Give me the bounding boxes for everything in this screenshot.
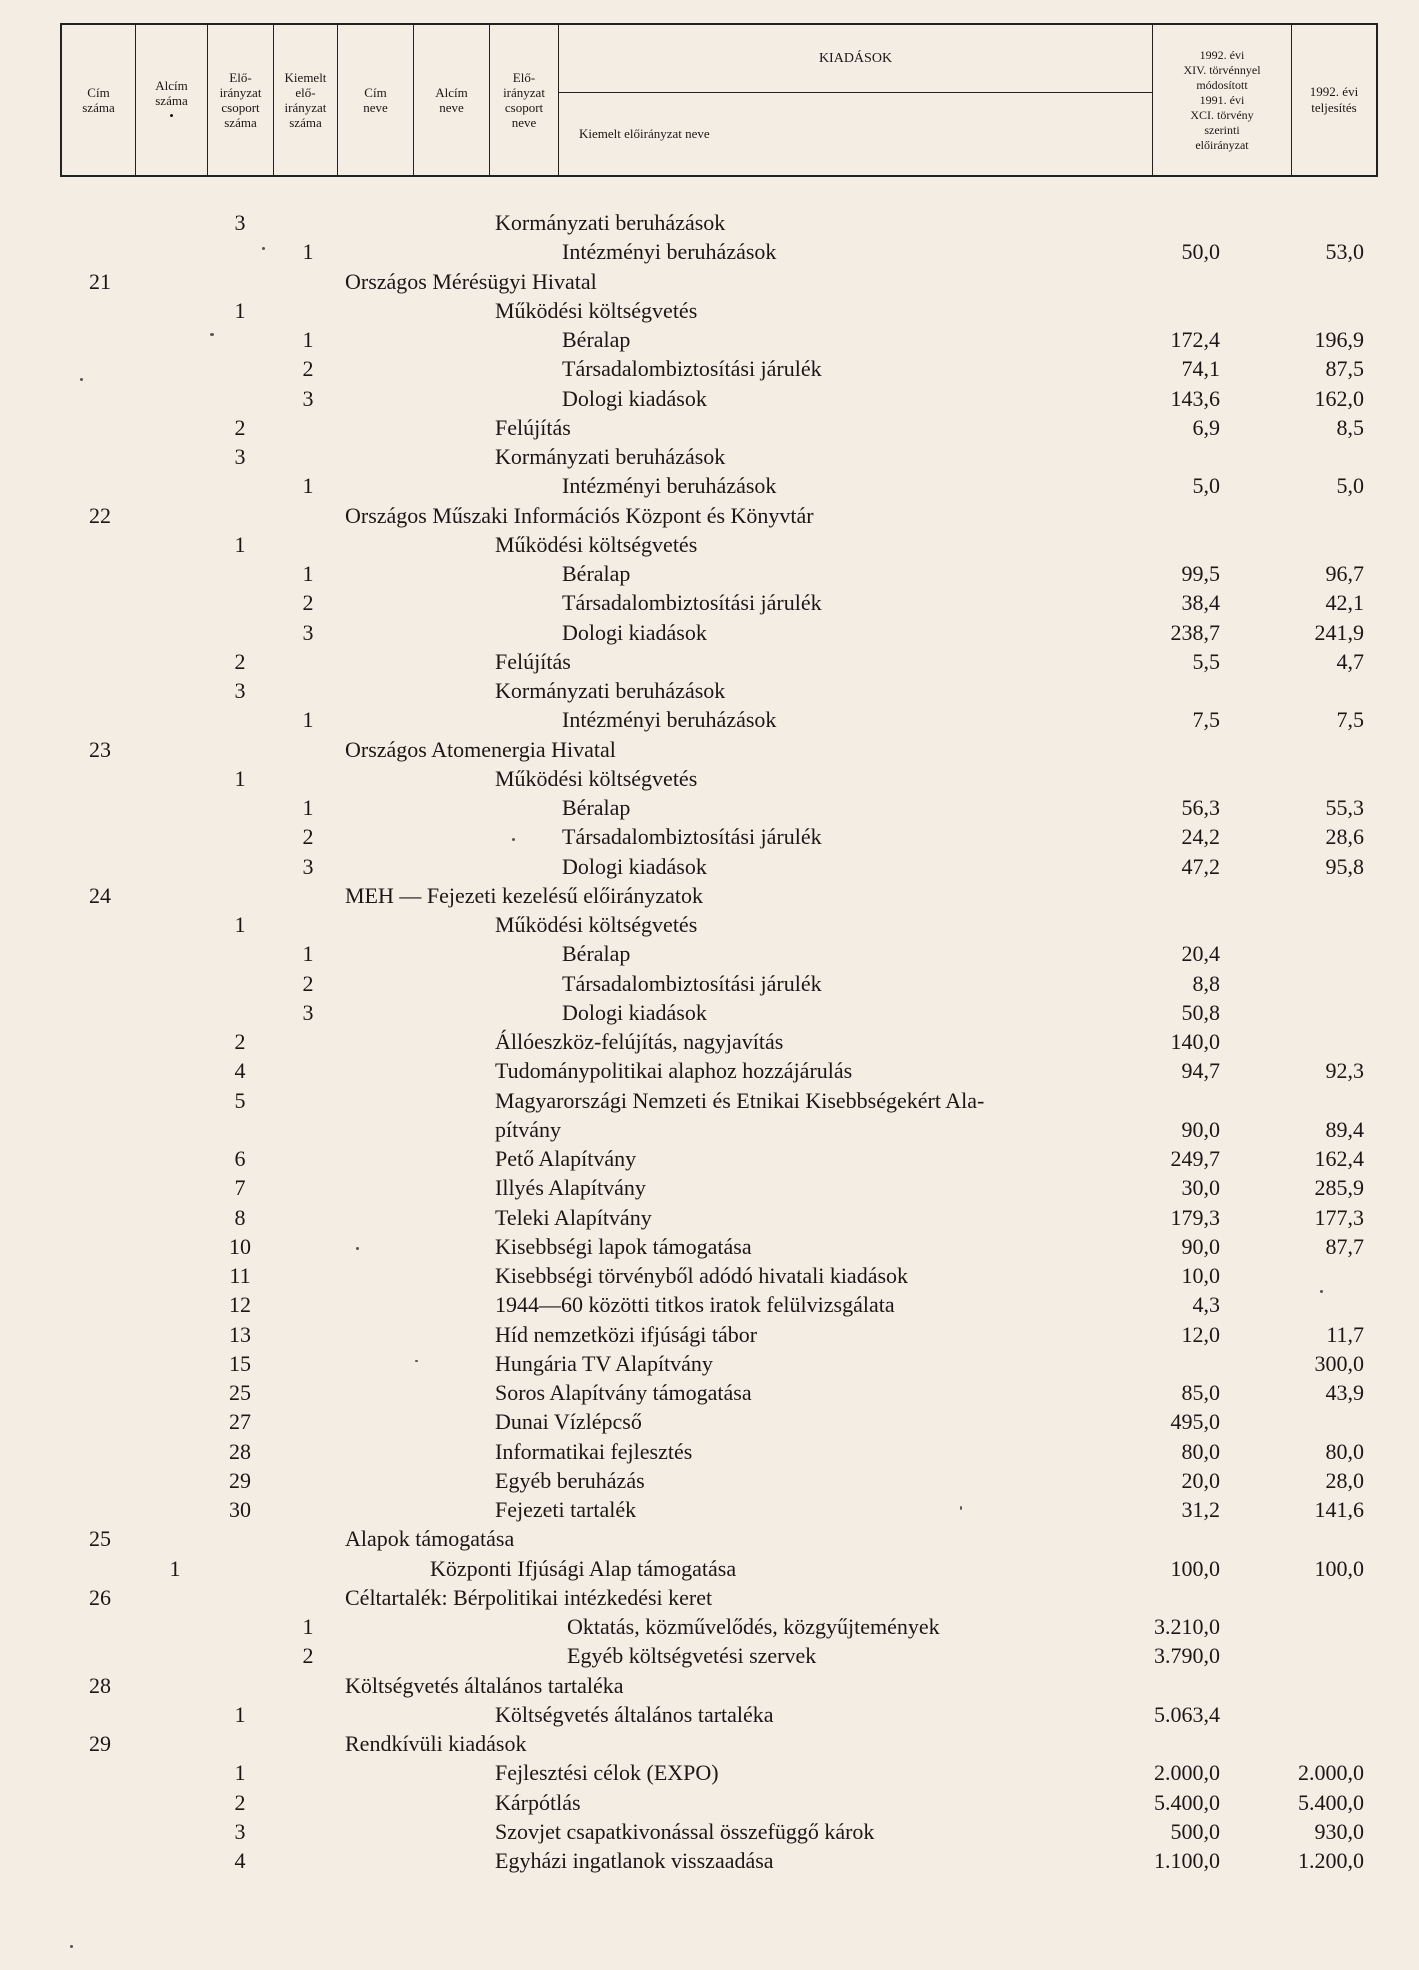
table-row [0,1203,1419,1232]
table-row [0,998,1419,1027]
table-row [0,1671,1419,1700]
item-name-cell: Kárpótlás [495,1789,581,1815]
item-name-cell: Illyés Alapítvány [495,1175,646,1201]
eloiranyzat-csoport-szama-cell: 1 [234,297,246,323]
table-row [0,1437,1419,1466]
header-alcim-neve: Alcím neve [414,25,490,175]
table-row [0,1144,1419,1173]
eloiranyzat-value-cell: 10,0 [1181,1263,1220,1288]
eloiranyzat-csoport-szama-cell: 29 [229,1467,251,1493]
teljesites-value-cell: 42,1 [1325,590,1364,616]
kiemelt-eloiranyzat-szama-cell: 1 [302,473,314,499]
eloiranyzat-value-cell: 31,2 [1181,1497,1220,1522]
item-name-cell: Teleki Alapítvány [495,1204,652,1230]
eloiranyzat-value-cell: 5.400,0 [1154,1789,1220,1815]
teljesites-value-cell: 4,7 [1336,648,1364,674]
table-row [0,471,1419,500]
item-name-cell: Társadalombiztosítási járulék [562,824,822,850]
eloiranyzat-csoport-szama-cell: 6 [234,1146,246,1171]
eloiranyzat-csoport-szama-cell: 2 [234,648,246,674]
table-row [0,969,1419,998]
eloiranyzat-csoport-szama-cell: 2 [234,414,246,440]
table-row [0,1700,1419,1729]
item-name-cell: Egyéb költségvetési szervek [567,1643,817,1669]
eloiranyzat-value-cell: 143,6 [1170,385,1220,411]
table-row [0,939,1419,968]
eloiranyzat-csoport-szama-cell: 1 [234,912,246,937]
table-row [0,881,1419,910]
table-row [0,413,1419,442]
item-name-cell: Informatikai fejlesztés [495,1438,693,1464]
item-name-cell: Dologi kiadások [562,385,707,411]
table-row [0,1027,1419,1056]
table-header [60,23,1378,177]
table-row [0,559,1419,588]
teljesites-value-cell: 87,7 [1325,1233,1364,1259]
table-row [0,530,1419,559]
item-name-cell: Költségvetés általános tartaléka [495,1701,774,1727]
eloiranyzat-value-cell: 5.063,4 [1154,1701,1220,1727]
kiemelt-eloiranyzat-szama-cell: 2 [302,824,314,850]
eloiranyzat-value-cell: 12,0 [1181,1321,1220,1347]
kiemelt-eloiranyzat-szama-cell: 1 [302,239,314,265]
header-kiadasok: KIADÁSOK [559,25,1152,93]
table-row [0,1349,1419,1378]
item-name-cell: Kormányzati beruházások [495,678,726,703]
item-name-cell: Soros Alapítvány támogatása [495,1380,752,1405]
header-cim-neve: Cím neve [338,25,414,175]
eloiranyzat-value-cell: 56,3 [1181,795,1220,820]
eloiranyzat-csoport-szama-cell: 4 [234,1058,246,1084]
teljesites-value-cell: 5,0 [1336,473,1364,499]
teljesites-value-cell: 141,6 [1314,1497,1364,1522]
eloiranyzat-csoport-szama-cell: 4 [234,1848,246,1873]
eloiranyzat-csoport-szama-cell: 1 [234,1760,246,1786]
item-name-cell: Felújítás [495,648,571,674]
teljesites-value-cell: 11,7 [1326,1321,1364,1347]
item-name-cell: Országos Mérésügyi Hivatal [345,268,597,294]
eloiranyzat-csoport-szama-cell: 1 [234,1701,246,1727]
table-row [0,384,1419,413]
eloiranyzat-value-cell: 24,2 [1181,824,1220,850]
eloiranyzat-value-cell: 3.790,0 [1154,1643,1220,1669]
eloiranyzat-csoport-szama-cell: 27 [229,1409,251,1435]
eloiranyzat-csoport-szama-cell: 15 [229,1350,251,1376]
teljesites-value-cell: 241,9 [1314,619,1364,645]
teljesites-value-cell: 5.400,0 [1298,1789,1364,1815]
eloiranyzat-value-cell: 4,3 [1192,1292,1220,1318]
eloiranyzat-value-cell: 20,4 [1181,941,1220,967]
table-row [0,1817,1419,1846]
item-name-cell: Intézményi beruházások [562,239,777,265]
cim-szama-cell: 24 [89,882,111,908]
eloiranyzat-csoport-szama-cell: 3 [234,678,246,703]
eloiranyzat-csoport-szama-cell: 3 [234,444,246,469]
teljesites-value-cell: 53,0 [1325,239,1364,265]
item-name-cell: Társadalombiztosítási járulék [562,356,822,382]
teljesites-value-cell: 300,0 [1314,1350,1364,1376]
item-name-cell: Oktatás, közművelődés, közgyűjtemények [567,1614,940,1639]
teljesites-value-cell: 7,5 [1336,707,1364,733]
table-row [0,296,1419,325]
item-name-cell: Híd nemzetközi ifjúsági tábor [495,1321,758,1347]
header-kiemelt-eloiranyzat-neve: Kiemelt előirányzat neve [579,126,710,141]
table-row [0,1232,1419,1261]
item-name-cell: Pető Alapítvány [495,1146,637,1171]
item-name-cell: Kisebbségi lapok támogatása [495,1233,752,1259]
table-row [0,1524,1419,1553]
teljesites-value-cell: 1.200,0 [1298,1848,1364,1873]
eloiranyzat-csoport-szama-cell: 10 [229,1233,251,1259]
teljesites-value-cell: 28,6 [1325,824,1364,850]
teljesites-value-cell: 43,9 [1325,1380,1364,1405]
item-name-cell: Alapok támogatása [345,1526,515,1552]
eloiranyzat-value-cell: 80,0 [1181,1438,1220,1464]
cim-szama-cell: 25 [89,1526,111,1552]
item-name-cell: 1944—60 közötti titkos iratok felülvizsgálata [495,1292,895,1318]
eloiranyzat-csoport-szama-cell: 13 [229,1321,251,1347]
eloiranyzat-csoport-szama-cell: 3 [234,1818,246,1844]
eloiranyzat-value-cell: 140,0 [1170,1029,1220,1054]
item-name-cell: Dologi kiadások [562,853,707,879]
item-name-cell: Működési költségvetés [495,912,698,937]
table-row [0,501,1419,530]
eloiranyzat-value-cell: 85,0 [1181,1380,1220,1405]
teljesites-value-cell: 162,0 [1314,385,1364,411]
eloiranyzat-value-cell: 47,2 [1181,853,1220,879]
cim-szama-cell: 23 [89,736,111,762]
teljesites-value-cell: 196,9 [1314,327,1364,352]
cim-szama-cell: 26 [89,1584,111,1610]
table-row [0,1173,1419,1202]
item-name-cell: Béralap [562,941,631,967]
eloiranyzat-csoport-szama-cell: 7 [234,1175,246,1201]
kiemelt-eloiranyzat-szama-cell: 1 [302,941,314,967]
item-name-cell: Céltartalék: Bérpolitikai intézkedési keret [345,1584,713,1610]
eloiranyzat-value-cell: 7,5 [1192,707,1220,733]
table-row [0,647,1419,676]
header-teljesites: 1992. évi teljesítés [1309,84,1359,115]
table-row [0,1290,1419,1319]
table-row [0,1495,1419,1524]
table-row [0,1378,1419,1407]
eloiranyzat-csoport-szama-cell: 25 [229,1380,251,1405]
item-name-cell: Kormányzati beruházások [495,210,726,235]
kiemelt-eloiranyzat-szama-cell: 2 [302,590,314,616]
table-row [0,1056,1419,1085]
item-name-cell: Dologi kiadások [562,619,707,645]
eloiranyzat-csoport-szama-cell: 2 [234,1029,246,1054]
eloiranyzat-value-cell: 99,5 [1181,561,1220,586]
alcim-szama-cell: 1 [169,1555,181,1581]
item-name-cell: Egyéb beruházás [495,1467,645,1493]
item-name-cell: Költségvetés általános tartaléka [345,1672,624,1698]
teljesites-value-cell: 80,0 [1325,1438,1364,1464]
teljesites-value-cell: 92,3 [1325,1058,1364,1084]
kiemelt-eloiranyzat-szama-cell: 1 [302,795,314,820]
kiemelt-eloiranyzat-szama-cell: 3 [302,999,314,1025]
eloiranyzat-value-cell: 50,0 [1181,239,1220,265]
table-row [0,325,1419,354]
table-row [0,1641,1419,1670]
item-name-cell: Tudománypolitikai alaphoz hozzájárulás [495,1058,853,1084]
table-row [0,354,1419,383]
table-row [0,764,1419,793]
eloiranyzat-value-cell: 8,8 [1192,970,1220,996]
item-name-cell: Szovjet csapatkivonással összefüggő károk [495,1818,875,1844]
eloiranyzat-csoport-szama-cell: 30 [229,1497,251,1522]
header-cim-szama: Cím száma [62,25,136,175]
table-row [0,1758,1419,1787]
header-eloiranyzat-csoport-neve: Elő- irányzat csoport neve [490,25,559,175]
teljesites-value-cell: 8,5 [1336,414,1364,440]
eloiranyzat-value-cell: 30,0 [1181,1175,1220,1201]
eloiranyzat-value-cell: 5,0 [1192,473,1220,499]
kiemelt-eloiranyzat-szama-cell: 2 [302,970,314,996]
table-row [0,910,1419,939]
item-name-cell: Fejlesztési célok (EXPO) [495,1760,719,1786]
kiemelt-eloiranyzat-szama-cell: 3 [302,853,314,879]
item-name-cell: Intézményi beruházások [562,473,777,499]
table-row [0,735,1419,764]
item-name-cell: Kisebbségi törvényből adódó hivatali kiadások [495,1263,909,1288]
cim-szama-cell: 28 [89,1672,111,1698]
item-name-cell: Állóeszköz-felújítás, nagyjavítás [495,1029,784,1054]
eloiranyzat-value-cell: 6,9 [1192,414,1220,440]
teljesites-value-cell: 95,8 [1325,853,1364,879]
table-row [0,1261,1419,1290]
table-row [0,793,1419,822]
kiemelt-eloiranyzat-szama-cell: 1 [302,707,314,733]
table-row [0,267,1419,296]
eloiranyzat-value-cell: 1.100,0 [1154,1848,1220,1873]
item-name-cell: Intézményi beruházások [562,707,777,733]
item-name-cell: Kormányzati beruházások [495,444,726,469]
teljesites-value-cell: 28,0 [1325,1467,1364,1493]
eloiranyzat-value-cell: 500,0 [1170,1818,1220,1844]
item-name-cell: MEH — Fejezeti kezelésű előirányzatok [345,882,703,908]
teljesites-value-cell: 89,4 [1325,1116,1364,1142]
header-eloiranyzat-csoport-szama: Elő- irányzat csoport száma [208,25,274,175]
item-name-cell: Magyarországi Nemzeti és Etnikai Kisebbségekért Ala- [495,1087,985,1113]
teljesites-value-cell: 177,3 [1314,1204,1364,1230]
item-name-cell: Működési költségvetés [495,531,698,557]
table-row [0,618,1419,647]
table-row [0,822,1419,851]
eloiranyzat-value-cell: 74,1 [1181,356,1220,382]
eloiranyzat-value-cell: 3.210,0 [1154,1614,1220,1639]
item-name-cell: Működési költségvetés [495,765,698,791]
table-row [0,1086,1419,1115]
item-name-cell: Központi Ifjúsági Alap támogatása [430,1555,737,1581]
eloiranyzat-csoport-szama-cell: 3 [234,210,246,235]
table-row [0,442,1419,471]
kiemelt-eloiranyzat-szama-cell: 3 [302,619,314,645]
eloiranyzat-value-cell: 2.000,0 [1154,1760,1220,1786]
kiemelt-eloiranyzat-szama-cell: 2 [302,1643,314,1669]
eloiranyzat-value-cell: 90,0 [1181,1116,1220,1142]
eloiranyzat-csoport-szama-cell: 11 [229,1263,251,1288]
cim-szama-cell: 29 [89,1731,111,1756]
cim-szama-cell: 21 [89,268,111,294]
eloiranyzat-csoport-szama-cell: 28 [229,1438,251,1464]
table-row [0,1612,1419,1641]
eloiranyzat-value-cell: 179,3 [1170,1204,1220,1230]
table-row [0,1466,1419,1495]
item-name-cell: Egyházi ingatlanok visszaadása [495,1848,774,1873]
item-name-cell: pítvány [495,1116,561,1142]
item-name-cell: Felújítás [495,414,571,440]
eloiranyzat-value-cell: 238,7 [1170,619,1220,645]
eloiranyzat-csoport-szama-cell: 2 [234,1789,246,1815]
item-name-cell: Hungária TV Alapítvány [495,1350,713,1376]
eloiranyzat-csoport-szama-cell: 1 [234,531,246,557]
kiemelt-eloiranyzat-szama-cell: 2 [302,356,314,382]
header-kiemelt-eloiranyzat-szama: Kiemelt elő- irányzat száma [274,25,338,175]
table-row [0,237,1419,266]
table-row [0,1320,1419,1349]
eloiranyzat-csoport-szama-cell: 1 [234,765,246,791]
cim-szama-cell: 22 [89,502,111,528]
item-name-cell: Fejezeti tartalék [495,1497,637,1522]
eloiranyzat-csoport-szama-cell: 8 [234,1204,246,1230]
table-row [0,1846,1419,1875]
kiemelt-eloiranyzat-szama-cell: 3 [302,385,314,411]
item-name-cell: Országos Műszaki Információs Központ és Könyvtár [345,502,814,528]
table-row [0,676,1419,705]
header-eloiranyzat: 1992. évi XIV. törvénnyel módosított 1991. évi XCI. törvény szerinti előirányzat [1152,25,1292,175]
eloiranyzat-value-cell: 90,0 [1181,1233,1220,1259]
teljesites-value-cell: 162,4 [1314,1146,1364,1171]
table-row [0,1115,1419,1144]
teljesites-value-cell: 930,0 [1314,1818,1364,1844]
item-name-cell: Béralap [562,561,631,586]
table-row [0,705,1419,734]
item-name-cell: Rendkívüli kiadások [345,1731,527,1756]
item-name-cell: Dologi kiadások [562,999,707,1025]
item-name-cell: Társadalombiztosítási járulék [562,970,822,996]
table-row [0,852,1419,881]
teljesites-value-cell: 285,9 [1314,1175,1364,1201]
eloiranyzat-value-cell: 20,0 [1181,1467,1220,1493]
teljesites-value-cell: 87,5 [1325,356,1364,382]
table-row [0,1554,1419,1583]
eloiranyzat-value-cell: 5,5 [1192,648,1220,674]
eloiranyzat-csoport-szama-cell: 12 [229,1292,251,1318]
eloiranyzat-csoport-szama-cell: 5 [234,1087,246,1113]
teljesites-value-cell: 55,3 [1325,795,1364,820]
teljesites-value-cell: 2.000,0 [1298,1760,1364,1786]
teljesites-value-cell: 100,0 [1314,1555,1364,1581]
eloiranyzat-value-cell: 94,7 [1181,1058,1220,1084]
item-name-cell: Béralap [562,327,631,352]
table-row [0,1583,1419,1612]
header-alcim-szama: Alcím száma • [136,25,208,175]
item-name-cell: Társadalombiztosítási járulék [562,590,822,616]
table-row [0,588,1419,617]
eloiranyzat-value-cell: 249,7 [1170,1146,1220,1171]
kiemelt-eloiranyzat-szama-cell: 1 [302,1614,314,1639]
eloiranyzat-value-cell: 38,4 [1181,590,1220,616]
item-name-cell: Béralap [562,795,631,820]
eloiranyzat-value-cell: 100,0 [1170,1555,1220,1581]
eloiranyzat-value-cell: 50,8 [1181,999,1220,1025]
item-name-cell: Országos Atomenergia Hivatal [345,736,616,762]
table-row [0,208,1419,237]
teljesites-value-cell: 96,7 [1325,561,1364,586]
item-name-cell: Dunai Vízlépcső [495,1409,642,1435]
eloiranyzat-value-cell: 495,0 [1170,1409,1220,1435]
table-row [0,1788,1419,1817]
eloiranyzat-value-cell: 172,4 [1170,327,1220,352]
table-row [0,1729,1419,1758]
kiemelt-eloiranyzat-szama-cell: 1 [302,561,314,586]
kiemelt-eloiranyzat-szama-cell: 1 [302,327,314,352]
item-name-cell: Működési költségvetés [495,297,698,323]
table-row [0,1407,1419,1436]
